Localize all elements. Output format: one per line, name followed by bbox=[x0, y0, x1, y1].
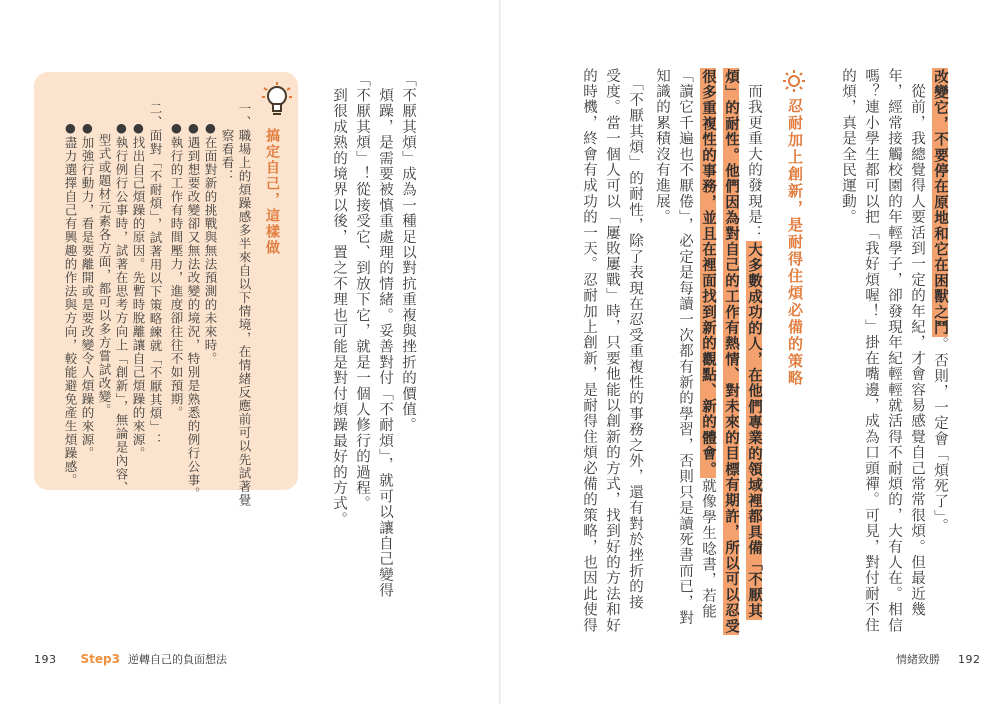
sidebar-bullet: 型式或題材元素各方面，都可以多方嘗試改變。 bbox=[97, 120, 112, 417]
body-line: 到很成熟的境界以後，置之不理也可能是對付煩躁最好的方式。 bbox=[331, 72, 347, 528]
body-line: 煩躁，是需要被慎重處理的情緒。妥善對付「不耐煩」，就可以讓自己變得 bbox=[377, 72, 393, 599]
body-line: 年，經常接觸校園的年輕學子，卻發現年紀輕輕就活得不耐煩的，大有人在。相信 bbox=[886, 68, 902, 634]
page-gutter bbox=[499, 0, 501, 704]
sidebar-bullet: ●盡力選擇自己有興趣的作法與方向，較能避免產生煩躁感。 bbox=[63, 120, 78, 487]
sidebar-line: 察看看： bbox=[220, 102, 235, 183]
body-text: 。否則，一定會「煩死了」。 bbox=[932, 336, 948, 534]
tips-sidebar bbox=[34, 72, 298, 507]
highlight-text: 大多數成功的人，在他們專業的領域裡都具備「不厭其 bbox=[746, 241, 762, 619]
body-line: 的時機，終會有成功的一天。忍耐加上創新，是耐得住煩必備的策略，也因此使得 bbox=[581, 68, 597, 634]
chapter-title: 逆轉自己的負面想法 bbox=[127, 653, 227, 666]
body-line: 從前，我總覺得人要活到一定的年紀，才會容易感覺自己常常很煩。但最近幾 bbox=[909, 68, 925, 618]
sidebar-line: 二、面對「不耐煩」，試著用以下策略練就「不厭其煩」： bbox=[148, 102, 163, 447]
page-number: 193 bbox=[34, 653, 57, 666]
body-line bbox=[930, 68, 950, 534]
section-heading: 忍耐加上創新，是耐得住煩必備的策略 bbox=[786, 98, 804, 387]
body-text: 而我更重大的發現是： bbox=[746, 68, 762, 241]
sidebar-bullet: ●遇到想要改變卻又無法改變的境況，特別是熟悉的例行公事。 bbox=[186, 120, 201, 501]
body-line: 「不厭其煩」的耐性，除了表現在忍受重複性的事務之外，還有對於挫折的接 bbox=[627, 68, 643, 611]
body-text: 就像學生唸書，若能 bbox=[700, 478, 716, 620]
sidebar-bullet: ●找出自己煩躁的原因。先暫時脫離讓自己煩躁的來源。 bbox=[131, 120, 146, 460]
body-line: 「讀它千遍也不厭倦」，必定是每讀一次都有新的學習，否則只是讀死書而已，對 bbox=[677, 68, 693, 626]
body-line bbox=[744, 68, 764, 620]
sidebar-bullet: ●在面對新的挑戰與無法預測的未來時。 bbox=[203, 120, 218, 366]
body-line: 「不厭其煩」！從接受它、到放下它，就是一個人修行的過程。 bbox=[354, 72, 370, 512]
body-line: 知識的累積沒有進展。 bbox=[654, 68, 670, 225]
sidebar-bullet: ●加強行動力，看是要離開或是要改變令人煩躁的來源。 bbox=[80, 120, 95, 460]
sidebar-bullet: ●執行例行公事時，試著在思考方向上「創新」，無論是內容、 bbox=[114, 120, 129, 495]
body-line: 受度。當一個人可以「屢敗屢戰」時，只要他能以創新的方式，找到好的方法和好 bbox=[604, 68, 620, 634]
body-line bbox=[721, 68, 741, 635]
body-line bbox=[698, 68, 718, 620]
right-footer bbox=[896, 651, 981, 667]
highlight-text: 很多重複性的事務，並且在裡面找到新的觀點、新的體會。 bbox=[700, 69, 716, 478]
highlight-text: 改變它，不要停在原地和它在困獸之鬥 bbox=[932, 69, 948, 336]
left-footer bbox=[34, 651, 227, 667]
sun-icon bbox=[783, 70, 805, 92]
book-title: 情緒致勝 bbox=[896, 653, 940, 666]
sidebar-line: 一、職場上的煩躁感多半來自以下情境，在情緒反應前可以先試著覺 bbox=[237, 102, 252, 507]
sidebar-title: 搞定自己，這樣做 bbox=[264, 128, 280, 256]
step-label: Step3 bbox=[80, 652, 120, 666]
page-number: 192 bbox=[958, 653, 981, 666]
body-line: 嗎？連小學生都可以把「我好煩喔！」掛在嘴邊，成為口頭禪。可見，對付耐不住 bbox=[863, 68, 879, 634]
body-line: 的煩，真是全民運動。 bbox=[840, 68, 856, 225]
lightbulb-icon bbox=[260, 80, 294, 120]
body-line: 「不厭其煩」成為一種足以對抗重複與挫折的價值。 bbox=[400, 72, 416, 434]
highlight-text: 煩」的耐性。他們因為對自己的工作有熱情、對未來的目標有期許，所以可以忍受 bbox=[723, 69, 739, 635]
sidebar-bullet: ●執行的工作有時間壓力，進度卻往往不如預期。 bbox=[169, 120, 184, 420]
